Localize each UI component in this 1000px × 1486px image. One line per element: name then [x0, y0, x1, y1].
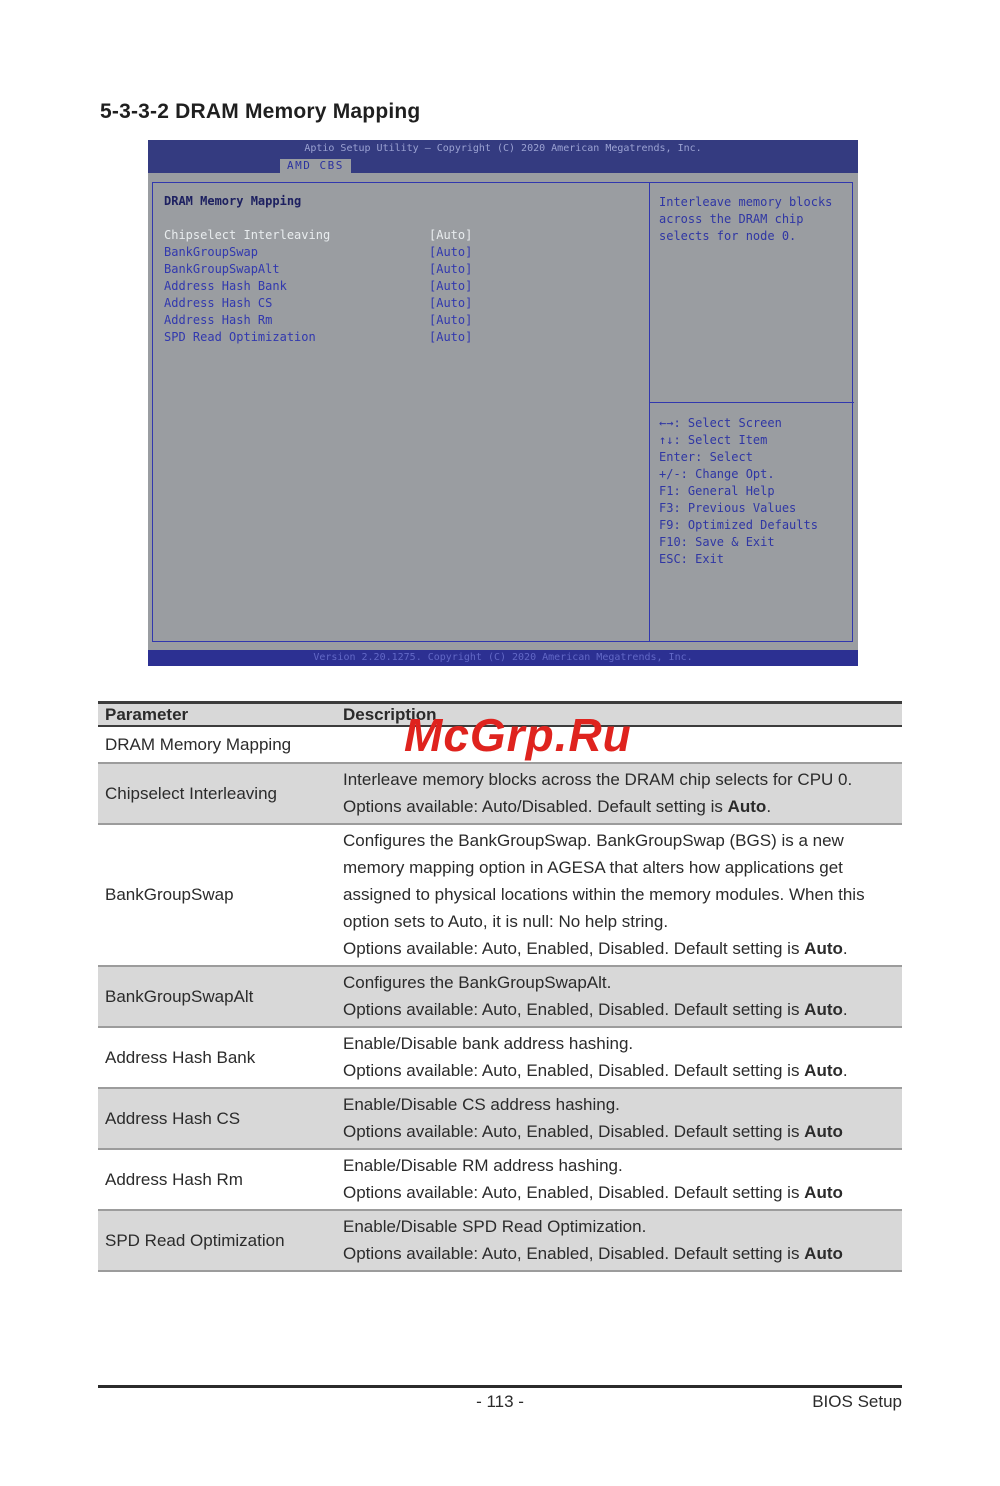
bios-main-area	[148, 173, 858, 650]
desc-cell	[338, 1211, 902, 1270]
table-row	[98, 967, 902, 1028]
desc-line: Enable/Disable RM address hashing.	[343, 1156, 623, 1175]
help-line: selects for node 0.	[659, 229, 797, 243]
bios-item-chipselect-interleaving[interactable]	[153, 228, 649, 245]
help-panel-divider	[650, 402, 854, 403]
header-description: Description	[343, 704, 437, 724]
tab-amd-cbs[interactable]: AMD CBS	[280, 159, 351, 173]
default-value: Auto	[727, 797, 767, 816]
default-value: Auto	[804, 1244, 843, 1263]
bios-item-value: [Auto]	[429, 279, 473, 293]
options-line: Options available: Auto, Enabled, Disabled. Default setting is Auto	[343, 1183, 843, 1202]
bios-key-legend	[659, 415, 818, 568]
page-title: 5-3-3-2 DRAM Memory Mapping	[100, 100, 421, 123]
param-cell: Address Hash CS	[105, 1108, 241, 1128]
bios-title-bar: Aptio Setup Utility – Copyright (C) 2020 American Megatrends, Inc.	[148, 140, 858, 158]
bios-item-bankgroupswapalt[interactable]	[153, 262, 649, 279]
watermark: McGrp.Ru	[404, 709, 632, 761]
options-line: Options available: Auto, Enabled, Disabled. Default setting is Auto	[343, 1244, 843, 1263]
bios-content-box	[152, 182, 853, 642]
bios-item-value: [Auto]	[429, 296, 473, 310]
legend-esc-exit: ESC: Exit	[659, 552, 725, 566]
options-line: Options available: Auto, Enabled, Disabled. Default setting is Auto.	[343, 1000, 848, 1019]
param-cell: Address Hash Bank	[105, 1047, 256, 1067]
desc-cell	[338, 1028, 902, 1087]
bios-item-value: [Auto]	[429, 262, 473, 276]
header-parameter: Parameter	[105, 704, 189, 724]
table-row	[98, 1150, 902, 1211]
desc-line: Configures the BankGroupSwap. BankGroupSwap (BGS) is a new memory mapping option in AGESA that alters how applications get assigned to physical locations within the memory modules. When this option sets to Auto, it is null: No help string.	[343, 831, 865, 931]
bios-help-text	[659, 194, 832, 245]
param-cell: SPD Read Optimization	[105, 1230, 285, 1250]
default-value: Auto	[804, 1061, 843, 1080]
desc-cell	[338, 764, 902, 823]
bios-item-list	[153, 228, 649, 347]
default-value: Auto	[804, 939, 843, 958]
bios-screenshot	[148, 140, 858, 666]
table-row	[98, 1089, 902, 1150]
footer-page-number: - 113 -	[476, 1392, 524, 1411]
table-row	[98, 1211, 902, 1272]
legend-general-help: F1: General Help	[659, 484, 775, 498]
desc-line: Enable/Disable bank address hashing.	[343, 1034, 634, 1053]
options-line: Options available: Auto/Disabled. Default setting is Auto.	[343, 797, 772, 816]
desc-line: Configures the BankGroupSwapAlt.	[343, 973, 612, 992]
legend-select-screen: ←→: Select Screen	[659, 416, 782, 430]
desc-line: Enable/Disable CS address hashing.	[343, 1095, 620, 1114]
bios-tab-row	[148, 158, 858, 173]
bios-item-value: [Auto]	[429, 313, 473, 327]
legend-change-opt: +/-: Change Opt.	[659, 467, 775, 481]
bios-help-panel	[650, 183, 854, 641]
table-row	[98, 1028, 902, 1089]
legend-enter-select: Enter: Select	[659, 450, 753, 464]
param-cell: BankGroupSwapAlt	[105, 986, 254, 1006]
footer-section-label: BIOS Setup	[812, 1392, 902, 1411]
legend-optimized-defaults: F9: Optimized Defaults	[659, 518, 818, 532]
bios-settings-panel	[153, 183, 649, 641]
bios-item-address-hash-cs[interactable]	[153, 296, 649, 313]
options-line: Options available: Auto, Enabled, Disabled. Default setting is Auto.	[343, 1061, 848, 1080]
legend-previous-values: F3: Previous Values	[659, 501, 797, 515]
bios-section-title: DRAM Memory Mapping	[164, 194, 302, 208]
bios-version-bar: Version 2.20.1275. Copyright (C) 2020 American Megatrends, Inc.	[148, 650, 858, 666]
bios-item-value: [Auto]	[429, 228, 473, 242]
bios-item-spd-read-optimization[interactable]	[153, 330, 649, 347]
table-row	[98, 764, 902, 825]
bios-item-label: Address Hash Bank	[164, 279, 287, 293]
table-row	[98, 825, 902, 967]
legend-select-item: ↑↓: Select Item	[659, 433, 768, 447]
bios-item-label: BankGroupSwap	[164, 245, 258, 259]
help-line: across the DRAM chip	[659, 212, 804, 226]
options-line: Options available: Auto, Enabled, Disabled. Default setting is Auto.	[343, 939, 848, 958]
param-cell: DRAM Memory Mapping	[105, 734, 292, 754]
bios-item-label: Chipselect Interleaving	[164, 228, 331, 242]
default-value: Auto	[804, 1122, 843, 1141]
bios-item-value: [Auto]	[429, 330, 473, 344]
bios-item-address-hash-rm[interactable]	[153, 313, 649, 330]
default-value: Auto	[804, 1000, 843, 1019]
default-value: Auto	[804, 1183, 843, 1202]
desc-cell	[338, 967, 902, 1026]
bios-item-label: Address Hash Rm	[164, 313, 273, 327]
bios-item-value: [Auto]	[429, 245, 473, 259]
desc-cell	[338, 825, 902, 965]
legend-save-exit: F10: Save & Exit	[659, 535, 775, 549]
help-line: Interleave memory blocks	[659, 195, 833, 209]
footer-rule	[98, 1385, 902, 1388]
desc-line: Interleave memory blocks across the DRAM chip selects for CPU 0.	[343, 770, 853, 789]
desc-line: Enable/Disable SPD Read Optimization.	[343, 1217, 647, 1236]
bios-item-address-hash-bank[interactable]	[153, 279, 649, 296]
param-cell: Address Hash Rm	[105, 1169, 243, 1189]
desc-cell	[338, 1150, 902, 1209]
param-cell: BankGroupSwap	[105, 885, 234, 904]
params-table	[98, 701, 902, 1272]
desc-cell	[338, 1089, 902, 1148]
options-line: Options available: Auto, Enabled, Disabled. Default setting is Auto	[343, 1122, 843, 1141]
bios-item-label: SPD Read Optimization	[164, 330, 316, 344]
bios-item-bankgroupswap[interactable]	[153, 245, 649, 262]
param-cell: Chipselect Interleaving	[105, 783, 277, 803]
bios-item-label: BankGroupSwapAlt	[164, 262, 280, 276]
bios-item-label: Address Hash CS	[164, 296, 273, 310]
